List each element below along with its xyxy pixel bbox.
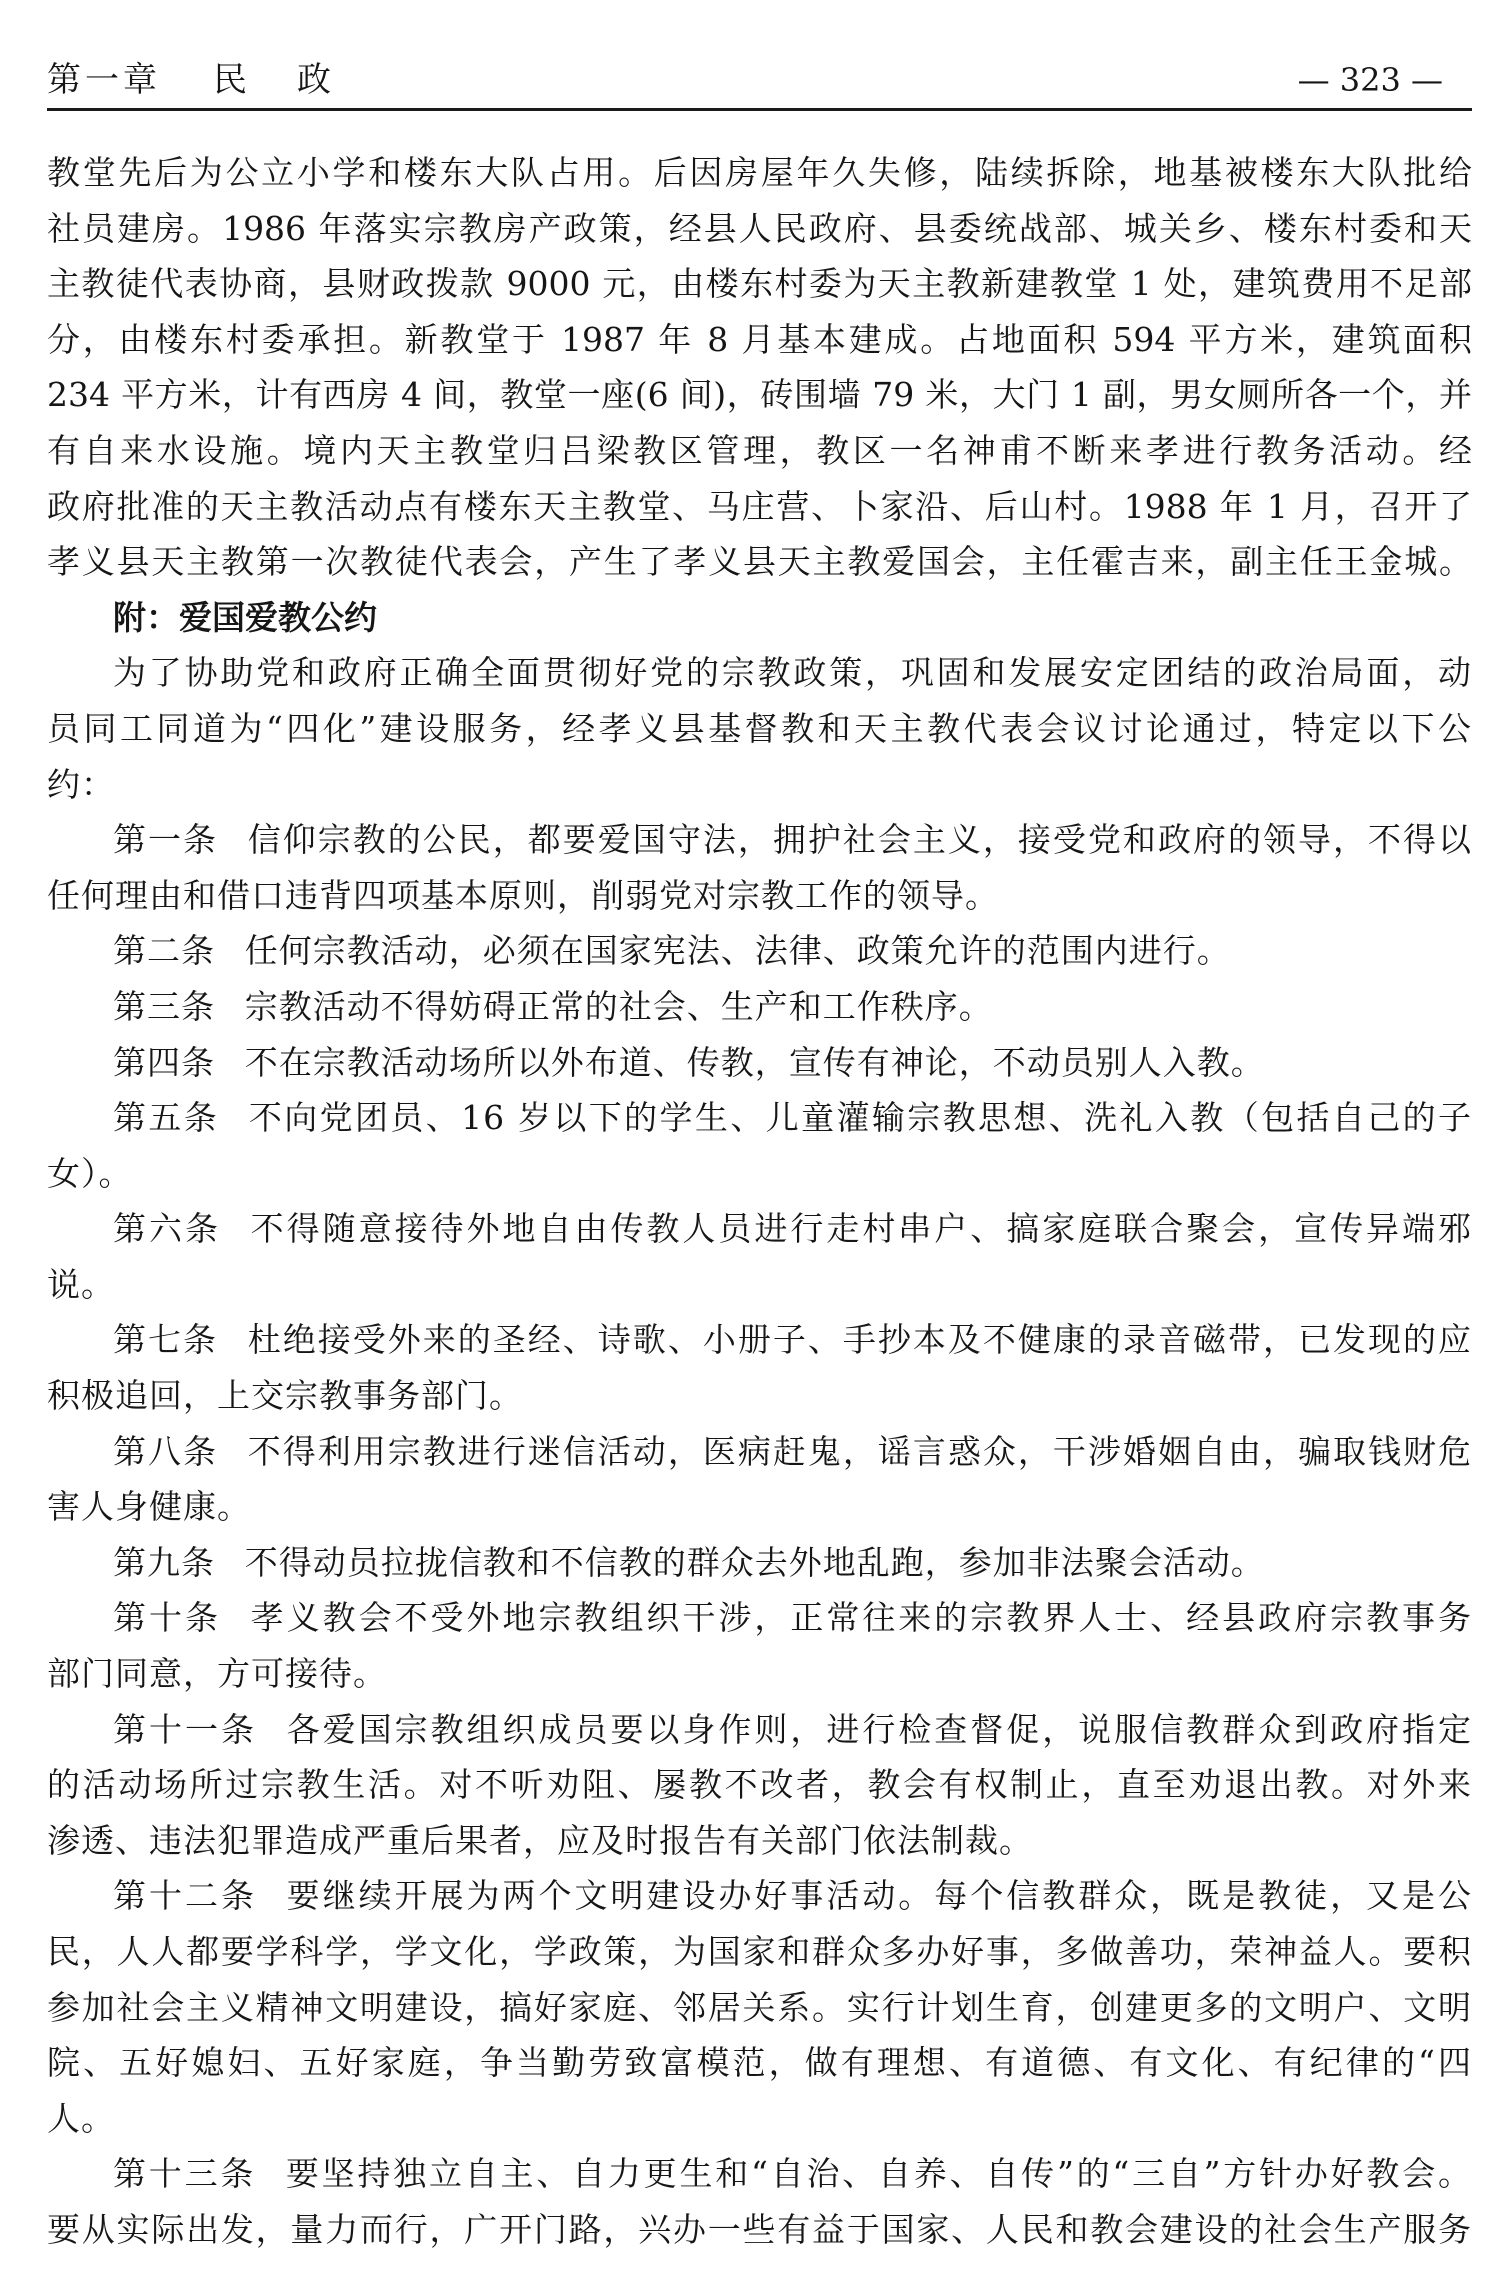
text-line: 要从实际出发，量力而行，广开门路，兴办一些有益于国家、人民和教会建设的社会生产服务 <box>47 2209 1472 2249</box>
article-text: 各爱国宗教组织成员要以身作则，进行检查督促，说服信教群众到政府指定 <box>286 1709 1472 1749</box>
article-label: 第九条 <box>113 1542 215 1582</box>
article-text: 不得随意接待外地自由传教人员进行走村串户、搞家庭联合聚会，宣传异端邪 <box>250 1209 1472 1249</box>
article-text: 不向党团员、16 岁以下的学生、儿童灌输宗教思想、洗礼入教（包括自己的子 <box>248 1098 1472 1138</box>
article-text: 任何宗教活动，必须在国家宪法、法律、政策允许的范围内进行。 <box>244 931 1231 971</box>
text-line <box>47 1868 1472 1924</box>
chapter-number: 第一章 <box>47 60 161 100</box>
article-label: 第三条 <box>113 986 215 1026</box>
article-2 <box>47 923 1472 979</box>
text-line <box>47 1201 1472 1257</box>
article-8 <box>47 1424 1472 1535</box>
article-label: 第十条 <box>113 1598 221 1638</box>
text-line <box>47 1090 1472 1146</box>
article-7 <box>47 1312 1472 1423</box>
chapter-title: 民政 <box>213 60 381 100</box>
article-text: 不得动员拉拢信教和不信教的群众去外地乱跑，参加非法聚会活动。 <box>244 1542 1265 1582</box>
article-6 <box>47 1201 1472 1312</box>
text-line: 为了协助党和政府正确全面贯彻好党的宗教政策，巩固和发展安定团结的政治局面，动 <box>113 653 1472 693</box>
text-line <box>47 1590 1472 1646</box>
article-text: 要继续开展为两个文明建设办好事活动。每个信教群众，既是教徒，又是公 <box>286 1876 1472 1916</box>
article-text: 信仰宗教的公民，都要爱国守法，拥护社会主义，接受党和政府的领导，不得以 <box>247 820 1472 860</box>
text-line: 参加社会主义精神文明建设，搞好家庭、邻居关系。实行计划生育，创建更多的文明户、文明 <box>47 1987 1472 2027</box>
main-paragraph <box>47 145 1472 590</box>
article-label: 第五条 <box>113 1098 220 1138</box>
article-label: 第一条 <box>113 820 219 860</box>
article-text: 不得利用宗教进行迷信活动，医病赶鬼，谣言惑众，干涉婚姻自由，骗取钱财危 <box>247 1431 1472 1471</box>
text-line: 院、五好媳妇、五好家庭，争当勤劳致富模范，做有理想、有道德、有文化、有纪律的“四 <box>47 2043 1472 2083</box>
text-line <box>47 812 1472 868</box>
article-text: 不在宗教活动场所以外布道、传教，宣传有神论，不动员别人入教。 <box>244 1042 1265 1082</box>
article-4 <box>47 1035 1472 1091</box>
text-line: 渗透、违法犯罪造成严重后果者，应及时报告有关部门依法制裁。 <box>47 1820 1033 1860</box>
text-line: 部门同意，方可接待。 <box>47 1654 387 1694</box>
text-line: 员同工同道为“四化”建设服务，经孝义县基督教和天主教代表会议讨论通过，特定以下公 <box>47 708 1472 748</box>
text-line: 分，由楼东村委承担。新教堂于 1987 年 8 月基本建成。占地面积 594 平方米，建筑面积 <box>47 319 1472 359</box>
article-label: 第六条 <box>113 1209 221 1249</box>
article-label: 第十三条 <box>113 2154 257 2194</box>
article-text: 宗教活动不得妨碍正常的社会、生产和工作秩序。 <box>244 986 993 1026</box>
article-label: 第七条 <box>113 1320 219 1360</box>
article-5 <box>47 1090 1472 1201</box>
article-13 <box>47 2146 1472 2257</box>
text-line: 任何理由和借口违背四项基本原则，削弱党对宗教工作的领导。 <box>47 875 999 915</box>
article-text: 孝义教会不受外地宗教组织干涉，正常往来的宗教界人士、经县政府宗教事务 <box>250 1598 1472 1638</box>
page-body <box>47 145 1472 2258</box>
text-line: 政府批准的天主教活动点有楼东天主教堂、马庄营、卜家沿、后山村。1988 年 1 月，召开了 <box>47 486 1472 526</box>
text-line: 人。 <box>47 2098 115 2138</box>
text-line: 有自来水设施。境内天主教堂归吕梁教区管理，教区一名神甫不断来孝进行教务活动。经 <box>47 430 1472 470</box>
text-line <box>47 1702 1472 1758</box>
article-3 <box>47 979 1472 1035</box>
text-line: 约： <box>47 764 115 804</box>
article-12 <box>47 1868 1472 2146</box>
page-number: — 323 — <box>1297 61 1443 99</box>
text-line: 的活动场所过宗教生活。对不听劝阻、屡教不改者，教会有权制止，直至劝退出教。对外来 <box>47 1765 1472 1805</box>
header-rule <box>47 108 1472 111</box>
article-label: 第十二条 <box>113 1876 257 1916</box>
text-line <box>47 1535 1472 1591</box>
text-line <box>47 979 1472 1035</box>
text-line: 234 平方米，计有西房 4 间，教堂一座(6 间)，砖围墙 79 米，大门 1 副，男女厕所各一个，并 <box>47 375 1472 415</box>
text-line: 主教徒代表协商，县财政拨款 9000 元，由楼东村委为天主教新建教堂 1 处，建筑费用不足部 <box>47 264 1472 304</box>
text-line: 害人身健康。 <box>47 1487 251 1527</box>
article-10 <box>47 1590 1472 1701</box>
article-label: 第四条 <box>113 1042 215 1082</box>
article-text: 杜绝接受外来的圣经、诗歌、小册子、手抄本及不健康的录音磁带，已发现的应 <box>247 1320 1472 1360</box>
article-label: 第十一条 <box>113 1709 257 1749</box>
text-line <box>47 923 1472 979</box>
text-line: 说。 <box>47 1264 115 1304</box>
text-line <box>47 1035 1472 1091</box>
article-9 <box>47 1535 1472 1591</box>
article-11 <box>47 1702 1472 1869</box>
article-1 <box>47 812 1472 923</box>
article-text: 要坚持独立自主、自力更生和“自治、自养、自传”的“三自”方针办好教会。 <box>285 2154 1472 2194</box>
appendix-preamble <box>47 645 1472 812</box>
text-line: 孝义县天主教第一次教徒代表会，产生了孝义县天主教爱国会，主任霍吉来，副主任王金城。 <box>47 542 1472 582</box>
text-line: 民，人人都要学科学，学文化，学政策，为国家和群众多办好事，多做善功，荣神益人。要积 <box>47 1932 1472 1971</box>
text-line <box>47 1424 1472 1480</box>
running-header-chapter <box>47 58 381 102</box>
appendix-title: 附：爱国爱教公约 <box>113 597 377 637</box>
text-line: 教堂先后为公立小学和楼东大队占用。后因房屋年久失修，陆续拆除，地基被楼东大队批给 <box>47 153 1472 192</box>
article-label: 第二条 <box>113 931 215 971</box>
text-line: 积极追回，上交宗教事务部门。 <box>47 1376 523 1416</box>
text-line <box>47 1312 1472 1368</box>
text-line: 女）。 <box>47 1153 133 1193</box>
article-label: 第八条 <box>113 1431 219 1471</box>
text-line: 社员建房。1986 年落实宗教房产政策，经县人民政府、县委统战部、城关乡、楼东村委和天 <box>47 208 1472 248</box>
text-line <box>47 2146 1472 2202</box>
